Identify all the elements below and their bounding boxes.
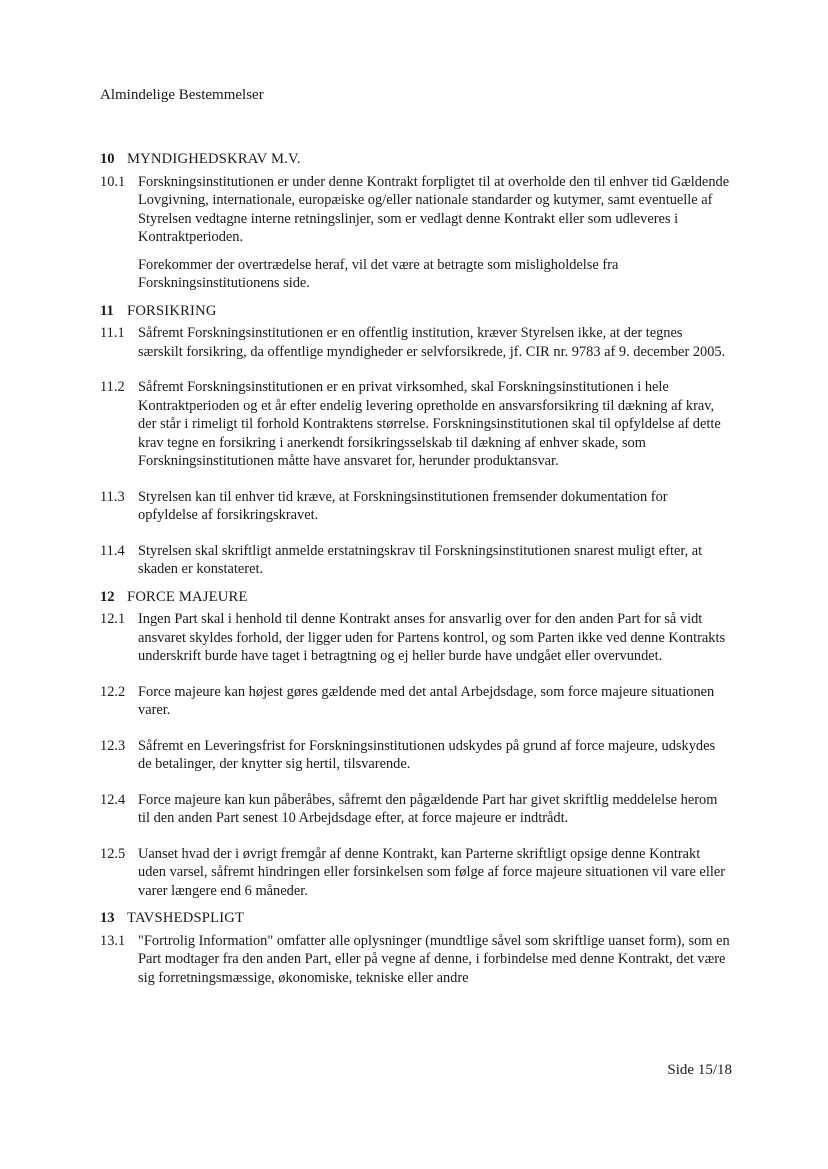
clause-paragraph: Force majeure kan højest gøres gældende med det antal Arbejdsdage, som force majeure situationen varer. xyxy=(138,683,715,718)
clause-11-3 xyxy=(100,488,730,525)
clause-body xyxy=(138,683,730,720)
clause-11-2 xyxy=(100,378,730,471)
clause-paragraph: Forekommer der overtrædelse heraf, vil det være at betragte som misligholdelse fra Forskningsinstitutionens side. xyxy=(138,256,619,291)
clause-paragraph: "Fortrolig Information" omfatter alle oplysninger (mundtlige såvel som skriftlige uanset form), som en Part modtager fra den anden Part, eller på vegne af denne, i forbindelse med denne Kontrakt, det være sig forretningsmæssige, økonomiske, tekniske eller andre xyxy=(138,932,730,986)
clause-paragraph: Såfremt Forskningsinstitutionen er en privat virksomhed, skal Forskningsinstitutionen i hele Kontraktperioden og et år efter endelig levering opretholde en ansvarsforsikring til dækning af krav, der står i rimeligt til forhold Kontraktens størrelse. Forskningsinstitutionen skal til opfyldelse af dette krav tegne en forsikring i anerkendt forsikringsselskab til dækning af enhver skade, som Forskningsinstitutionen måtte have ansvaret for, herunder produktansvar. xyxy=(138,379,721,469)
clause-12-1 xyxy=(100,610,730,666)
clause-paragraph: Uanset hvad der i øvrigt fremgår af denne Kontrakt, kan Parterne skriftligt opsige denne Kontrakt uden varsel, såfremt hindringen eller forsinkelsen som følge af force majeure situationen vil vare eller varer længere end 6 måneder. xyxy=(138,845,725,899)
clause-10-1 xyxy=(100,173,730,293)
clause-number: 11.4 xyxy=(100,542,125,559)
section-heading-11 xyxy=(100,302,730,321)
clause-body xyxy=(138,324,730,361)
clause-paragraph: Ingen Part skal i henhold til denne Kontrakt anses for ansvarlig over for den anden Part for så vidt ansvaret skyldes forhold, der ligger uden for Partens kontrol, og som Parten ikke ved denne Kontrakts underskrift burde have taget i betragtning og ej heller burde have undgået eller overvundet. xyxy=(138,611,726,664)
clause-13-1 xyxy=(100,932,730,988)
document-body xyxy=(100,150,730,987)
section-title: FORCE MAJEURE xyxy=(127,588,248,605)
clause-number: 11.3 xyxy=(100,488,125,505)
section-number: 10 xyxy=(100,151,115,167)
clause-body xyxy=(138,173,730,293)
clause-body xyxy=(138,378,730,471)
clause-paragraph: Såfremt Forskningsinstitutionen er en offentlig institution, kræver Styrelsen ikke, at der tegnes særskilt forsikring, da offentlige myndigheder er selvforsikrede, jf. CIR nr. 9783 af 9. december 2005. xyxy=(138,325,726,360)
clause-body xyxy=(138,845,730,901)
page-number: Side 15/18 xyxy=(667,1062,732,1078)
clause-number: 12.2 xyxy=(100,683,126,700)
section-number: 11 xyxy=(100,302,114,319)
clause-body xyxy=(138,737,730,774)
clause-12-2 xyxy=(100,683,730,720)
clause-11-1 xyxy=(100,324,730,361)
clause-number: 12.1 xyxy=(100,611,126,627)
clause-body xyxy=(138,791,730,828)
clause-number: 11.2 xyxy=(100,379,125,395)
clause-12-5 xyxy=(100,845,730,901)
section-title: MYNDIGHEDSKRAV M.V. xyxy=(127,151,301,167)
clause-paragraph: Force majeure kan kun påberåbes, såfremt den pågældende Part har givet skriftlig meddelelse herom til den anden Part senest 10 Arbejdsdage efter, at force majeure er indtrådt. xyxy=(138,791,718,826)
clause-paragraph: Styrelsen skal skriftligt anmelde erstatningskrav til Forskningsinstitutionen snarest muligt efter, at skaden er konstateret. xyxy=(138,542,703,577)
section-number: 13 xyxy=(100,910,115,926)
clause-paragraph: Styrelsen kan til enhver tid kræve, at Forskningsinstitutionen fremsender dokumentation for opfyldelse af forsikringskravet. xyxy=(138,488,668,523)
clause-body xyxy=(138,610,730,666)
clause-number: 13.1 xyxy=(100,932,126,949)
clause-paragraph: Såfremt en Leveringsfrist for Forskningsinstitutionen udskydes på grund af force majeure, udskydes de betalinger, der knytter sig hertil, tilsvarende. xyxy=(138,737,716,772)
document-header-title: Almindelige Bestemmelser xyxy=(100,87,264,103)
clause-12-4 xyxy=(100,791,730,828)
clause-paragraph: Forskningsinstitutionen er under denne Kontrakt forpligtet til at overholde den til enhver tid Gældende Lovgivning, internationale, europæiske og/eller nationale standarder og kutymer, samt eventuelle af Styrelsen vedtagne interne retningslinjer, som er vedlagt denne Kontrakt eller som udleveres i Kontraktperioden. xyxy=(138,173,730,245)
clause-body xyxy=(138,932,730,988)
clause-number: 11.1 xyxy=(100,325,125,341)
clause-number: 10.1 xyxy=(100,173,126,190)
clause-number: 12.5 xyxy=(100,845,126,862)
clause-12-3 xyxy=(100,737,730,774)
clause-body xyxy=(138,542,730,579)
clause-11-4 xyxy=(100,542,730,579)
clause-number: 12.4 xyxy=(100,791,126,808)
section-heading-10 xyxy=(100,150,730,169)
section-heading-12 xyxy=(100,588,730,607)
clause-number: 12.3 xyxy=(100,737,126,754)
section-title: TAVSHEDSPLIGT xyxy=(127,910,245,926)
section-number: 12 xyxy=(100,588,115,605)
section-heading-13 xyxy=(100,909,730,928)
section-title: FORSIKRING xyxy=(127,302,217,319)
clause-body xyxy=(138,488,730,525)
